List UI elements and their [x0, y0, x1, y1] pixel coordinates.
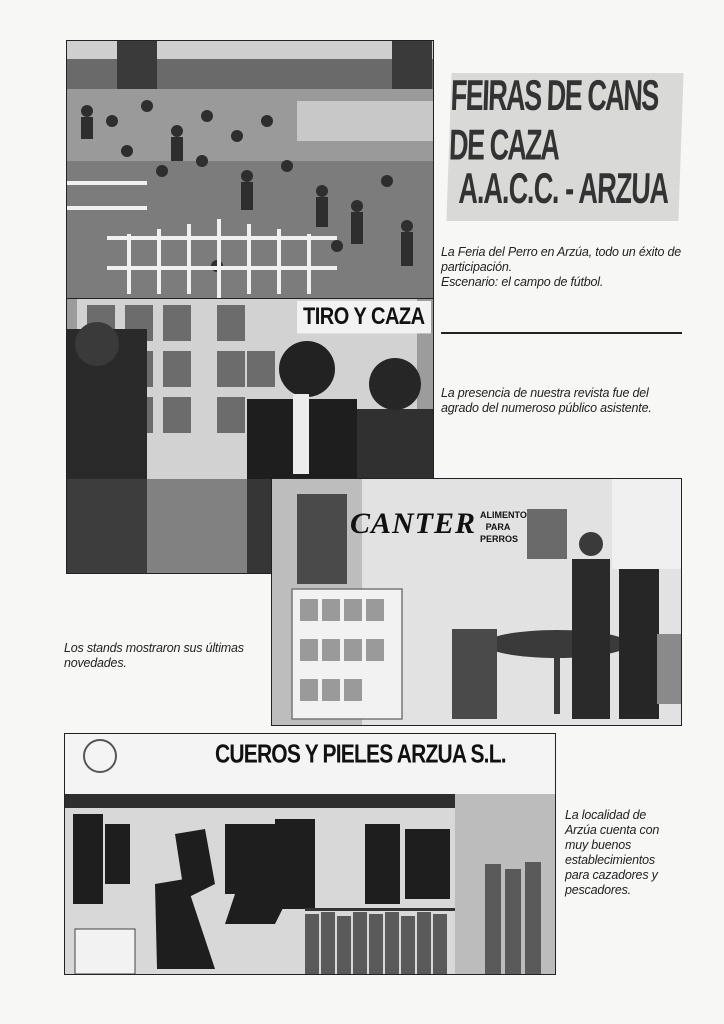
crowd-field-image: [67, 41, 433, 299]
caption-stands: Los stands mostraron sus últimas novedades.: [64, 641, 244, 670]
caption-escenario-text: Escenario: el campo de fútbol.: [441, 275, 604, 289]
banner-line-2: A.A.C.C. - ARZUA: [457, 164, 670, 213]
caption-localidad: La localidad de Arzúa cuenta con muy buenos establecimientos para cazadores y pescadores.: [565, 808, 660, 897]
photo-canter-stand: [271, 478, 682, 726]
caption-feria-text: La Feria del Perro en Arzúa, todo un éxito de participación.: [441, 245, 681, 274]
stand-sign-tiro-caza: TIRO Y CAZA: [297, 301, 431, 333]
divider-rule: [441, 332, 682, 334]
photo-cueros-pieles: [64, 733, 556, 975]
canter-tagline: ALIMENTO PARA PERROS: [480, 510, 527, 544]
banner-feiras-cans-caza: [446, 70, 683, 221]
caption-revista: La presencia de nuestra revista fue del agrado del numeroso público asistente.: [441, 386, 652, 415]
banner-line-1: FEIRAS DE CANS DE CAZA: [448, 70, 659, 169]
cueros-pieles-image: [65, 734, 555, 974]
canter-logo: CANTER: [350, 507, 477, 540]
caption-feria: [441, 245, 686, 290]
photo-crowd-field: [66, 40, 434, 300]
canter-stand-image: [272, 479, 681, 725]
shop-sign-cueros-pieles: CUEROS Y PIELES ARZUA S.L.: [215, 740, 506, 769]
